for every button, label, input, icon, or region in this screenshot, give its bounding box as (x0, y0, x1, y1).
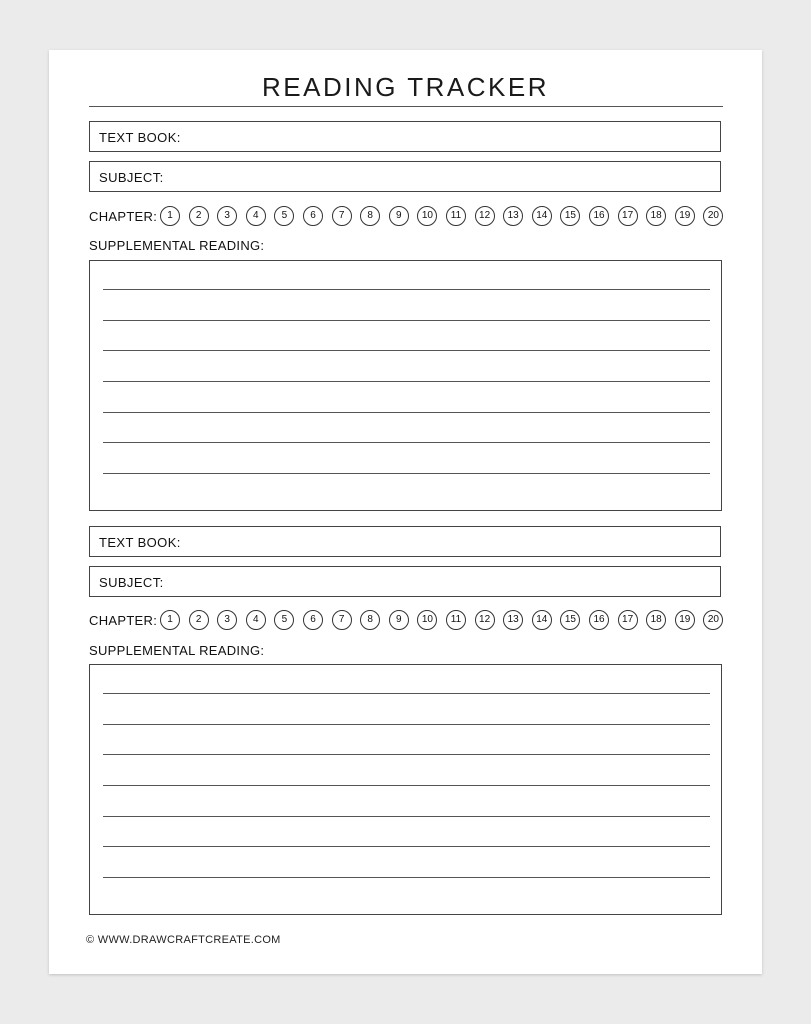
note-line (103, 289, 710, 290)
page-title: READING TRACKER (262, 72, 549, 102)
chapter-circle-14[interactable]: 14 (532, 206, 552, 226)
chapter-circle-8[interactable]: 8 (360, 206, 380, 226)
chapter-circle-1[interactable]: 1 (160, 206, 180, 226)
chapter-circle-13[interactable]: 13 (503, 610, 523, 630)
chapter-label: CHAPTER: (89, 613, 158, 628)
chapter-circle-18[interactable]: 18 (646, 610, 666, 630)
note-line (103, 693, 710, 694)
chapter-circle-18[interactable]: 18 (646, 206, 666, 226)
chapter-circle-20[interactable]: 20 (703, 206, 723, 226)
chapter-circle-4[interactable]: 4 (246, 610, 266, 630)
subject-label: SUBJECT: (99, 575, 164, 590)
note-line (103, 754, 710, 755)
chapter-circle-12[interactable]: 12 (475, 206, 495, 226)
chapter-circle-12[interactable]: 12 (475, 610, 495, 630)
note-line (103, 473, 710, 474)
chapter-circle-5[interactable]: 5 (274, 206, 294, 226)
note-line (103, 320, 710, 321)
chapter-circle-7[interactable]: 7 (332, 610, 352, 630)
textbook-field-2[interactable] (89, 526, 721, 557)
chapter-circle-3[interactable]: 3 (217, 610, 237, 630)
textbook-label: TEXT BOOK: (99, 130, 181, 145)
chapter-circle-16[interactable]: 16 (589, 206, 609, 226)
supplemental-notes-box-2[interactable] (89, 664, 722, 915)
chapter-circle-5[interactable]: 5 (274, 610, 294, 630)
note-line (103, 381, 710, 382)
chapter-circle-9[interactable]: 9 (389, 206, 409, 226)
note-line (103, 846, 710, 847)
chapter-circle-10[interactable]: 10 (417, 206, 437, 226)
chapter-circle-7[interactable]: 7 (332, 206, 352, 226)
supplemental-notes-box-1[interactable] (89, 260, 722, 511)
chapter-circle-6[interactable]: 6 (303, 206, 323, 226)
chapter-circle-2[interactable]: 2 (189, 206, 209, 226)
chapter-circle-20[interactable]: 20 (703, 610, 723, 630)
textbook-label: TEXT BOOK: (99, 535, 181, 550)
chapter-circle-13[interactable]: 13 (503, 206, 523, 226)
chapter-circle-9[interactable]: 9 (389, 610, 409, 630)
chapter-label: CHAPTER: (89, 209, 158, 224)
chapter-circle-8[interactable]: 8 (360, 610, 380, 630)
chapter-circle-4[interactable]: 4 (246, 206, 266, 226)
title-underline (89, 106, 723, 107)
subject-field-1[interactable] (89, 161, 721, 192)
copyright-footer: © WWW.DRAWCRAFTCREATE.COM (86, 934, 281, 946)
subject-label: SUBJECT: (99, 170, 164, 185)
chapter-circle-1[interactable]: 1 (160, 610, 180, 630)
supplemental-reading-label: SUPPLEMENTAL READING: (89, 643, 265, 658)
chapter-row-2 (89, 610, 729, 632)
note-line (103, 816, 710, 817)
chapter-circle-3[interactable]: 3 (217, 206, 237, 226)
chapter-circle-15[interactable]: 15 (560, 206, 580, 226)
note-line (103, 877, 710, 878)
note-line (103, 785, 710, 786)
note-line (103, 442, 710, 443)
supplemental-reading-label: SUPPLEMENTAL READING: (89, 238, 265, 253)
chapter-circle-11[interactable]: 11 (446, 610, 466, 630)
chapter-circle-17[interactable]: 17 (618, 610, 638, 630)
chapter-circle-15[interactable]: 15 (560, 610, 580, 630)
note-line (103, 724, 710, 725)
chapter-circle-16[interactable]: 16 (589, 610, 609, 630)
note-line (103, 412, 710, 413)
textbook-field-1[interactable] (89, 121, 721, 152)
chapter-circle-14[interactable]: 14 (532, 610, 552, 630)
chapter-circle-2[interactable]: 2 (189, 610, 209, 630)
chapter-circle-10[interactable]: 10 (417, 610, 437, 630)
chapter-circle-19[interactable]: 19 (675, 206, 695, 226)
chapter-row-1 (89, 206, 729, 228)
chapter-circle-6[interactable]: 6 (303, 610, 323, 630)
chapter-circle-19[interactable]: 19 (675, 610, 695, 630)
chapter-circle-17[interactable]: 17 (618, 206, 638, 226)
note-line (103, 350, 710, 351)
chapter-circle-11[interactable]: 11 (446, 206, 466, 226)
subject-field-2[interactable] (89, 566, 721, 597)
